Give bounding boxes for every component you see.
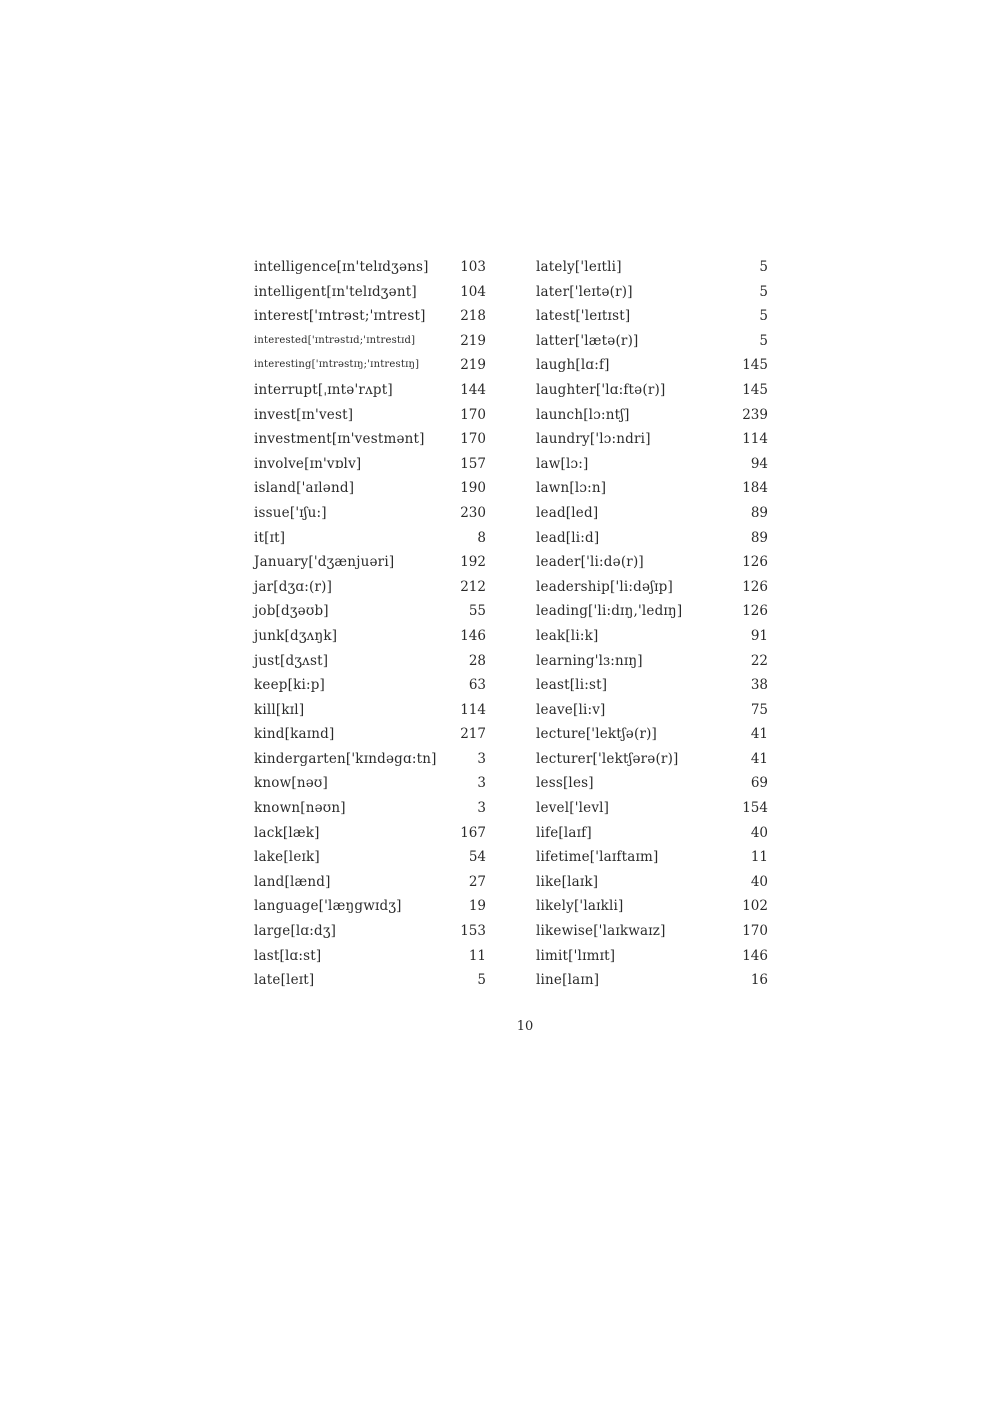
- entry-word: lack[læk]: [254, 824, 320, 841]
- entry-page-number: 170: [742, 923, 768, 940]
- entry-word: least[li:st]: [536, 677, 608, 694]
- entry-page-number: 54: [468, 849, 486, 866]
- entry-page-number: 146: [460, 627, 486, 644]
- entry-page-number: 40: [750, 824, 768, 841]
- word-entry: [536, 452, 768, 477]
- entry-word: language['læŋgwɪdʒ]: [254, 898, 402, 915]
- entry-page-number: 27: [468, 873, 486, 890]
- page-number: 10: [516, 1019, 534, 1034]
- entry-page-number: 3: [477, 800, 486, 817]
- word-entry: [254, 476, 486, 501]
- entry-word: latest['leɪtɪst]: [536, 308, 631, 325]
- entry-word: invest[ɪn'vest]: [254, 406, 354, 423]
- word-entry: [254, 870, 486, 895]
- word-entry: [536, 304, 768, 329]
- word-entry: [254, 526, 486, 551]
- entry-word: launch[lɔ:ntʃ]: [536, 406, 630, 423]
- entry-word: large[lɑ:dʒ]: [254, 923, 337, 940]
- word-entry: [254, 944, 486, 969]
- entry-page-number: 184: [742, 480, 768, 497]
- word-entry: [536, 624, 768, 649]
- entry-page-number: 190: [460, 480, 486, 497]
- entry-page-number: 5: [759, 259, 768, 275]
- entry-word: lifetime['laɪftaɪm]: [536, 849, 659, 866]
- word-entry: [254, 378, 486, 403]
- word-entry: [536, 329, 768, 354]
- entry-page-number: 114: [460, 701, 486, 718]
- word-entry: [536, 673, 768, 698]
- entry-word: interesting['ɪntrəstɪŋ;'ɪntrestɪŋ]: [254, 359, 420, 371]
- word-entry: [254, 649, 486, 674]
- entry-word: laundry['lɔ:ndri]: [536, 431, 651, 448]
- entry-word: latter['lætə(r)]: [536, 332, 639, 349]
- entry-word: investment[ɪn'vestmənt]: [254, 431, 425, 448]
- word-entry: [254, 796, 486, 821]
- entry-page-number: 230: [460, 504, 486, 521]
- entry-page-number: 11: [468, 947, 486, 964]
- entry-word: lead[li:d]: [536, 529, 600, 546]
- word-entry: [536, 575, 768, 600]
- word-entry: [254, 821, 486, 846]
- entry-page-number: 41: [750, 726, 768, 743]
- word-entry: [536, 550, 768, 575]
- entry-word: kindergarten['kɪndəgɑ:tn]: [254, 750, 437, 767]
- entry-word: less[les]: [536, 775, 594, 792]
- entry-page-number: 5: [759, 332, 768, 349]
- word-entry: [536, 353, 768, 378]
- entry-word: junk[dʒʌŋk]: [254, 627, 338, 644]
- word-entry: [536, 255, 768, 280]
- entry-page-number: 8: [477, 529, 486, 546]
- word-entry: [254, 698, 486, 723]
- entry-word: learning'lɜ:nɪŋ]: [536, 652, 643, 669]
- entry-word: land[lænd]: [254, 873, 331, 890]
- entry-page-number: 239: [742, 406, 768, 423]
- entry-page-number: 145: [742, 357, 768, 374]
- word-entry: [254, 329, 486, 354]
- entry-page-number: 75: [750, 701, 768, 718]
- word-entry: [536, 476, 768, 501]
- entry-word: lately['leɪtli]: [536, 259, 622, 275]
- entry-word: leading['li:dɪŋ,'ledɪŋ]: [536, 603, 683, 620]
- entry-page-number: 126: [742, 578, 768, 595]
- entry-page-number: 22: [750, 652, 768, 669]
- entry-page-number: 94: [750, 455, 768, 472]
- entry-word: job[dʒəʊb]: [254, 603, 329, 620]
- entry-word: leave[li:v]: [536, 701, 606, 718]
- entry-word: January['dʒænjuəri]: [254, 554, 395, 571]
- entry-page-number: 69: [750, 775, 768, 792]
- entry-word: known[nəʊn]: [254, 800, 346, 817]
- entry-word: intelligent[ɪn'telɪdʒənt]: [254, 283, 417, 300]
- entry-page-number: 170: [460, 431, 486, 448]
- word-entry: [536, 821, 768, 846]
- entry-page-number: 16: [750, 972, 768, 989]
- entry-word: keep[ki:p]: [254, 677, 326, 694]
- entry-word: issue['ɪʃu:]: [254, 504, 327, 521]
- word-entry: [254, 673, 486, 698]
- entry-page-number: 145: [742, 381, 768, 398]
- entry-page-number: 154: [742, 800, 768, 817]
- entry-word: leadership['li:dəʃɪp]: [536, 578, 673, 595]
- entry-word: later['leɪtə(r)]: [536, 283, 633, 300]
- entry-word: laugh[lɑ:f]: [536, 357, 610, 374]
- entry-page-number: 63: [468, 677, 486, 694]
- word-entry: [536, 722, 768, 747]
- word-entry: [254, 452, 486, 477]
- entry-word: limit['lɪmɪt]: [536, 947, 616, 964]
- word-entry: [536, 403, 768, 428]
- entry-word: interest['ɪntrəst;'ɪntrest]: [254, 308, 426, 325]
- entry-page-number: 217: [460, 726, 486, 743]
- entry-page-number: 11: [750, 849, 768, 866]
- word-entry: [254, 624, 486, 649]
- entry-word: lawn[lɔ:n]: [536, 480, 607, 497]
- word-entry: [254, 968, 486, 993]
- word-entry: [536, 526, 768, 551]
- entry-page-number: 144: [460, 381, 486, 398]
- entry-word: leak[li:k]: [536, 627, 599, 644]
- entry-word: intelligence[ɪn'telɪdʒəns]: [254, 259, 429, 275]
- word-entry: [536, 501, 768, 526]
- entry-word: interested['ɪntrəstɪd;'ɪntrestɪd]: [254, 334, 416, 346]
- entry-page-number: 126: [742, 603, 768, 620]
- word-entry: [254, 255, 486, 280]
- word-entry: [254, 919, 486, 944]
- word-entry: [536, 796, 768, 821]
- word-entry: [536, 649, 768, 674]
- word-entry: [536, 698, 768, 723]
- word-entry: [536, 870, 768, 895]
- word-entry: [536, 280, 768, 305]
- entry-page-number: 102: [742, 898, 768, 915]
- word-entry: [254, 845, 486, 870]
- entry-word: it[ɪt]: [254, 529, 286, 546]
- entry-word: lake[leɪk]: [254, 849, 320, 866]
- entry-word: involve[ɪn'vɒlv]: [254, 455, 362, 472]
- entry-page-number: 192: [460, 554, 486, 571]
- entry-page-number: 104: [460, 283, 486, 300]
- word-entry: [254, 894, 486, 919]
- entry-page-number: 40: [750, 873, 768, 890]
- entry-page-number: 89: [750, 504, 768, 521]
- entry-word: leader['li:də(r)]: [536, 554, 644, 571]
- word-entry: [536, 747, 768, 772]
- entry-page-number: 126: [742, 554, 768, 571]
- entry-page-number: 5: [477, 972, 486, 989]
- entry-page-number: 28: [468, 652, 486, 669]
- entry-word: island['aɪlənd]: [254, 480, 355, 497]
- entry-word: law[lɔ:]: [536, 455, 589, 472]
- entry-word: likewise['laɪkwaɪz]: [536, 923, 666, 940]
- entry-word: interrupt[ˌɪntə'rʌpt]: [254, 381, 393, 398]
- word-entry: [254, 353, 486, 378]
- entry-word: kind[kaɪnd]: [254, 726, 335, 743]
- entry-word: lecturer['lektʃərə(r)]: [536, 750, 679, 767]
- entry-word: late[leɪt]: [254, 972, 315, 989]
- entry-page-number: 212: [460, 578, 486, 595]
- word-entry: [536, 894, 768, 919]
- entry-page-number: 89: [750, 529, 768, 546]
- right-word-column: [536, 255, 768, 993]
- word-entry: [254, 747, 486, 772]
- entry-page-number: 153: [460, 923, 486, 940]
- word-entry: [254, 304, 486, 329]
- entry-page-number: 91: [750, 627, 768, 644]
- word-entry: [536, 944, 768, 969]
- entry-word: kill[kɪl]: [254, 701, 305, 718]
- left-word-column: [254, 255, 486, 993]
- entry-word: like[laɪk]: [536, 873, 599, 890]
- word-entry: [536, 427, 768, 452]
- entry-page-number: 5: [759, 283, 768, 300]
- entry-page-number: 218: [460, 308, 486, 325]
- word-entry: [536, 599, 768, 624]
- word-entry: [254, 771, 486, 796]
- entry-page-number: 41: [750, 750, 768, 767]
- entry-page-number: 19: [468, 898, 486, 915]
- entry-word: last[lɑ:st]: [254, 947, 322, 964]
- word-entry: [254, 501, 486, 526]
- word-entry: [254, 403, 486, 428]
- entry-page-number: 5: [759, 308, 768, 325]
- entry-page-number: 146: [742, 947, 768, 964]
- word-entry: [536, 968, 768, 993]
- word-entry: [254, 599, 486, 624]
- word-entry: [254, 575, 486, 600]
- entry-word: laughter['lɑ:ftə(r)]: [536, 381, 666, 398]
- entry-page-number: 114: [742, 431, 768, 448]
- word-entry: [254, 550, 486, 575]
- entry-page-number: 157: [460, 455, 486, 472]
- entry-page-number: 170: [460, 406, 486, 423]
- entry-page-number: 38: [750, 677, 768, 694]
- word-entry: [254, 427, 486, 452]
- entry-page-number: 3: [477, 775, 486, 792]
- entry-page-number: 103: [460, 259, 486, 275]
- word-entry: [536, 771, 768, 796]
- entry-word: just[dʒʌst]: [254, 652, 329, 669]
- entry-page-number: 219: [460, 332, 486, 349]
- entry-word: life[laɪf]: [536, 824, 592, 841]
- entry-page-number: 219: [460, 357, 486, 374]
- entry-word: know[nəʊ]: [254, 775, 328, 792]
- word-entry: [536, 919, 768, 944]
- entry-word: level['levl]: [536, 800, 610, 817]
- entry-page-number: 3: [477, 750, 486, 767]
- entry-word: lead[led]: [536, 504, 599, 521]
- word-entry: [536, 845, 768, 870]
- entry-word: jar[dʒɑ:(r)]: [254, 578, 333, 595]
- entry-word: line[laɪn]: [536, 972, 600, 989]
- entry-word: lecture['lektʃə(r)]: [536, 726, 658, 743]
- word-entry: [254, 722, 486, 747]
- entry-page-number: 167: [460, 824, 486, 841]
- entry-word: likely['laɪkli]: [536, 898, 624, 915]
- word-entry: [536, 378, 768, 403]
- word-entry: [254, 280, 486, 305]
- entry-page-number: 55: [468, 603, 486, 620]
